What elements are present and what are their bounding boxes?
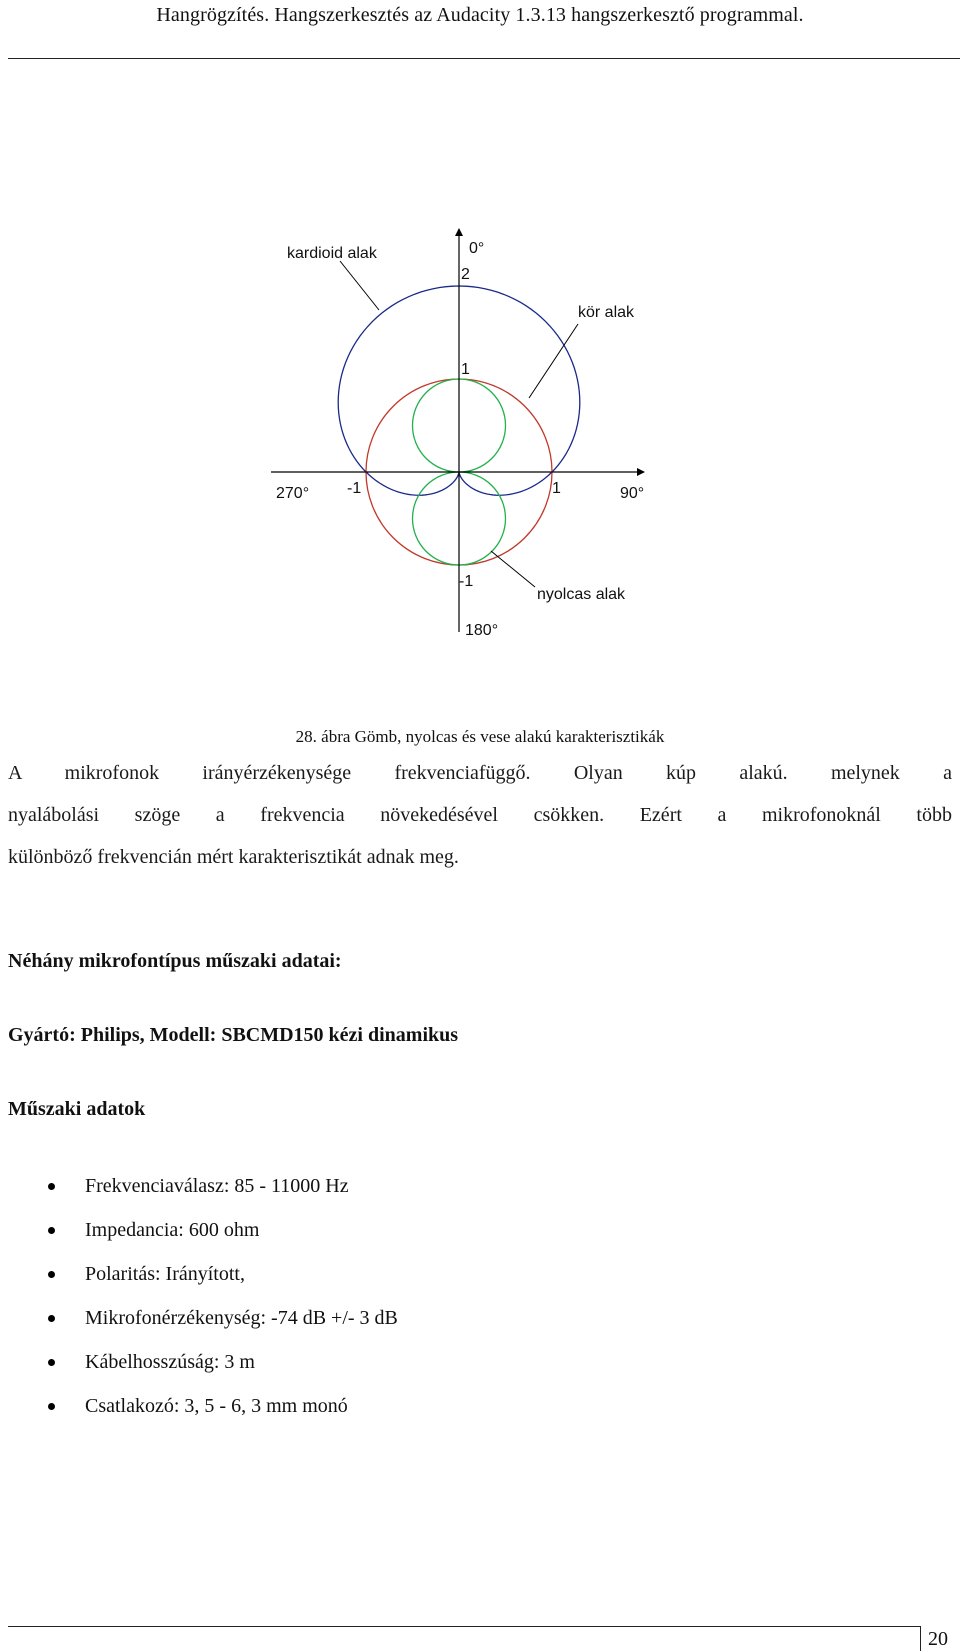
label-deg-0: 0°: [469, 240, 485, 257]
footer-divider: [920, 1626, 921, 1651]
tick-label-minus1-y: -1: [459, 573, 474, 590]
bullet-icon: [48, 1403, 55, 1410]
label-deg-270: 270°: [276, 485, 310, 502]
tick-label-minus1-x: -1: [347, 480, 362, 497]
bullet-icon: [48, 1359, 55, 1366]
spec-list: [8, 1164, 908, 1428]
spec-item: [8, 1252, 908, 1296]
label-figure-eight: nyolcas alak: [537, 586, 626, 603]
label-circle: kör alak: [578, 304, 635, 321]
heading-microphone-types: Néhány mikrofontípus műszaki adatai:: [8, 950, 342, 972]
spec-item: [8, 1296, 908, 1340]
figure-eight-leader: [491, 551, 535, 587]
spec-item: [8, 1384, 908, 1428]
spec-text: Csatlakozó: 3, 5 - 6, 3 mm monó: [85, 1395, 348, 1417]
heading-technical-data: Műszaki adatok: [8, 1098, 146, 1120]
polar-pattern-figure: [0, 0, 960, 700]
page-footer: [0, 1600, 960, 1651]
label-deg-90: 90°: [620, 485, 645, 502]
tick-label-2: 2: [461, 266, 470, 283]
spec-text: Polaritás: Irányított,: [85, 1263, 245, 1285]
bullet-icon: [48, 1183, 55, 1190]
heading-model: Gyártó: Philips, Modell: SBCMD150 kézi dinamikus: [8, 1024, 459, 1046]
cardioid-leader: [340, 261, 379, 310]
spec-item: [8, 1208, 908, 1252]
header-title: Hangrögzítés. Hangszerkesztés az Audacity 1.3.13 hangszerkesztő programmal.: [156, 4, 804, 26]
spec-item: [8, 1164, 908, 1208]
label-deg-180: 180°: [465, 622, 499, 639]
bullet-icon: [48, 1315, 55, 1322]
bullet-icon: [48, 1271, 55, 1278]
circle-leader: [529, 324, 578, 398]
polar-pattern-diagram: [0, 0, 960, 700]
body-paragraph: [8, 752, 952, 878]
page-number: 20: [928, 1628, 948, 1650]
tick-label-1-x: 1: [552, 480, 561, 497]
paragraph-line-1: A mikrofonok irányérzékenysége frekvenciafüggő. Olyan kúp alakú. melynek a: [8, 762, 952, 784]
spec-text: Mikrofonérzékenység: -74 dB +/- 3 dB: [85, 1307, 398, 1329]
paragraph-line-2: nyalábolási szöge a frekvencia növekedésével csökken. Ezért a mikrofonoknál több: [8, 804, 952, 826]
spec-text: Kábelhosszúság: 3 m: [85, 1351, 255, 1373]
figure-caption: 28. ábra Gömb, nyolcas és vese alakú karakterisztikák: [295, 727, 665, 746]
spec-text: Impedancia: 600 ohm: [85, 1219, 260, 1241]
tick-label-1-y: 1: [461, 361, 470, 378]
footer-rule: [8, 1626, 920, 1627]
paragraph-line-3: különböző frekvencián mért karakterisztikát adnak meg.: [8, 846, 459, 868]
spec-item: [8, 1340, 908, 1384]
bullet-icon: [48, 1227, 55, 1234]
spec-text: Frekvenciaválasz: 85 - 11000 Hz: [85, 1175, 349, 1197]
label-cardioid: kardioid alak: [287, 245, 377, 262]
